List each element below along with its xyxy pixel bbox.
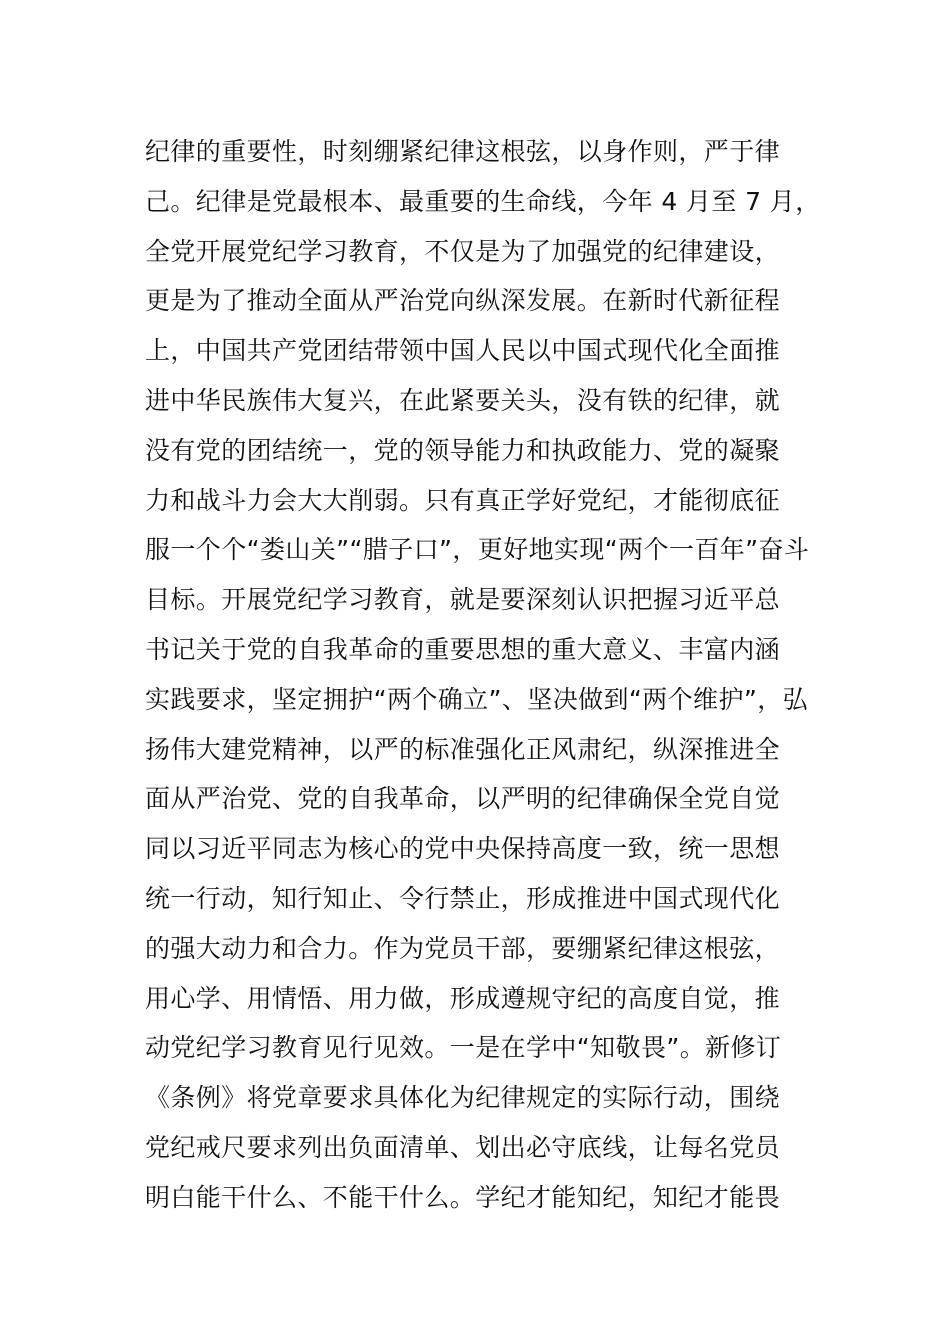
text-line-20: 《条例》将党章要求具体化为纪律规定的实际行动，围绕 — [145, 1083, 781, 1113]
text-line-4: 更是为了推动全面从严治党向纵深发展。在新时代新征程 — [145, 286, 781, 316]
text-line-11: 书记关于党的自我革命的重要思想的重大意义、丰富内涵 — [145, 634, 781, 664]
text-line-14: 面从严治党、党的自我革命，以严明的纪律确保全党自觉 — [145, 784, 781, 814]
text-line-8: 力和战斗力会大大削弱。只有真正学好党纪，才能彻底征 — [145, 485, 781, 515]
text-line-12: 实践要求，坚定拥护“两个确立”、坚决做到“两个维护”，弘 — [145, 684, 809, 714]
text-line-17: 的强大动力和合力。作为党员干部，要绷紧纪律这根弦， — [145, 933, 781, 963]
text-line-19: 动党纪学习教育见行见效。一是在学中“知敬畏”。新修订 — [145, 1033, 782, 1063]
text-line-9: 服一个个“娄山关”“腊子口”，更好地实现“两个一百年”奋斗 — [145, 535, 810, 565]
text-line-3: 全党开展党纪学习教育，不仅是为了加强党的纪律建设， — [145, 236, 781, 266]
text-line-1: 纪律的重要性，时刻绷紧纪律这根弦，以身作则，严于律 — [145, 137, 781, 166]
text-line-7: 没有党的团结统一，党的领导能力和执政能力、党的凝聚 — [145, 435, 781, 465]
text-line-13: 扬伟大建党精神，以严的标准强化正风肃纪，纵深推进全 — [145, 734, 781, 764]
body-paragraph — [145, 127, 845, 1223]
text-line-18: 用心学、用情悟、用力做，形成遵规守纪的高度自觉，推 — [145, 983, 781, 1013]
text-line-10: 目标。开展党纪学习教育，就是要深刻认识把握习近平总 — [145, 585, 781, 615]
text-line-5: 上，中国共产党团结带领中国人民以中国式现代化全面推 — [145, 336, 781, 366]
text-line-21: 党纪戒尺要求列出负面清单、划出必守底线，让每名党员 — [145, 1132, 781, 1162]
text-line-6: 进中华民族伟大复兴，在此紧要关头，没有铁的纪律，就 — [145, 385, 781, 415]
text-line-15: 同以习近平同志为核心的党中央保持高度一致，统一思想 — [145, 834, 781, 864]
text-line-16: 统一行动，知行知止、令行禁止，形成推进中国式现代化 — [145, 883, 781, 913]
text-line-2: 己。纪律是党最根本、最重要的生命线，今年 4 月至 7 月， — [145, 186, 821, 216]
text-line-22: 明白能干什么、不能干什么。学纪才能知纪，知纪才能畏 — [145, 1182, 781, 1212]
